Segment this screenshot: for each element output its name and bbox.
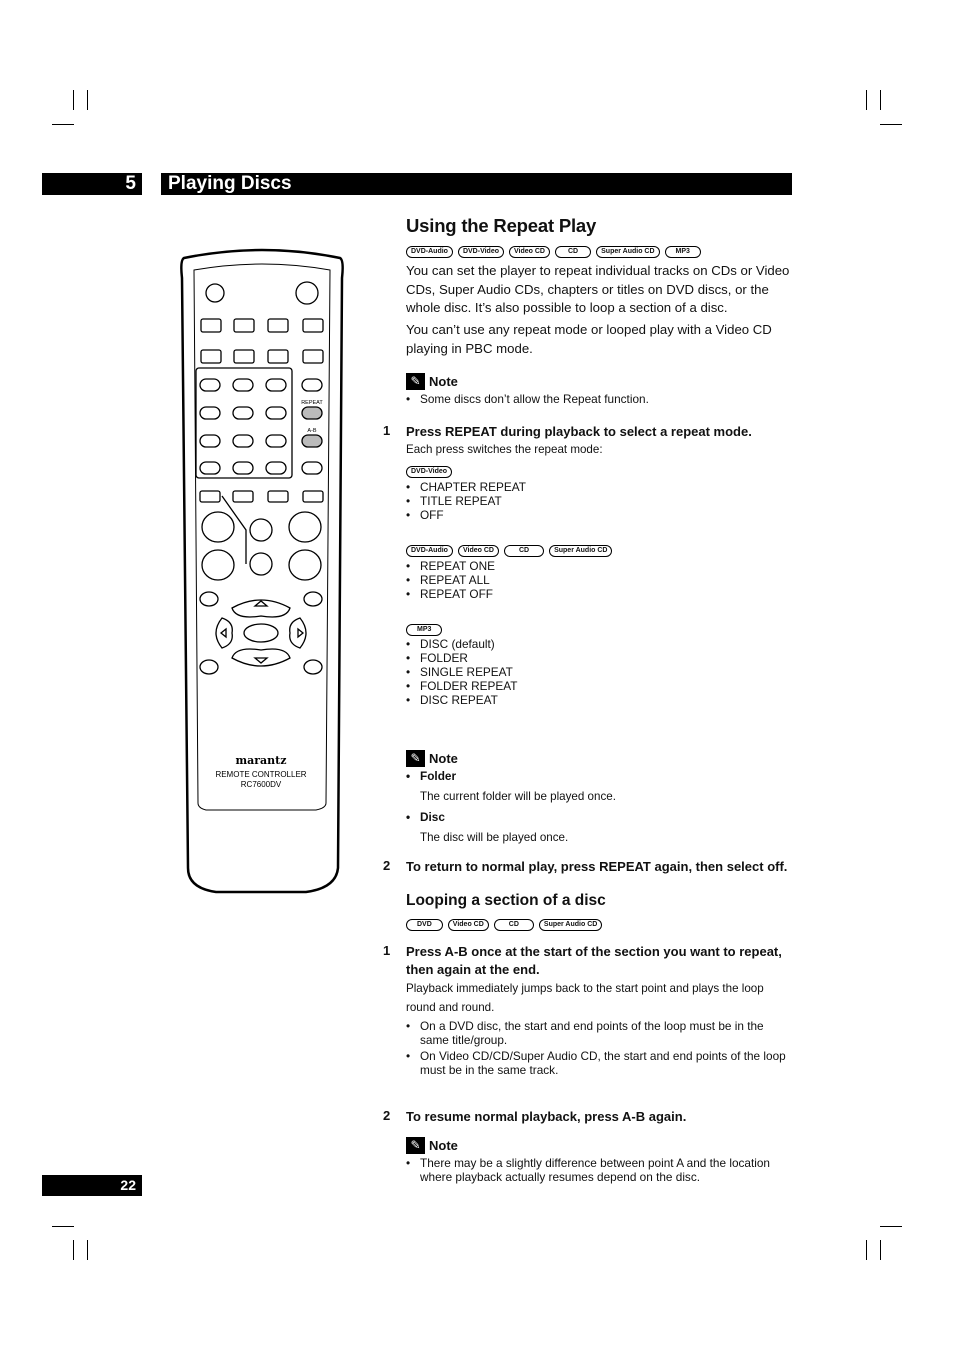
- step-number: 2: [383, 1108, 391, 1123]
- remote-control-illustration: [176, 248, 348, 898]
- note-heading: ✎ Note: [406, 373, 458, 390]
- step-number: 1: [383, 423, 391, 438]
- crop-mark: [52, 124, 74, 125]
- list-item: • CHAPTER REPEAT: [406, 480, 526, 494]
- list-item: • DISC (default): [406, 637, 517, 651]
- disc-badges: [406, 466, 452, 478]
- note-disc-text: The disc will be played once.: [420, 831, 569, 844]
- list-item: • REPEAT ALL: [406, 573, 495, 587]
- note-heading: ✎ Note: [406, 750, 458, 767]
- badge-dvd-audio: DVD-Audio: [406, 545, 453, 557]
- badge-dvd: DVD: [406, 919, 443, 931]
- intro-paragraph: You can set the player to repeat individual tracks on CDs or Video CDs, Super Audio CDs, chapters or titles on DVD discs, or the whole disc. It’s also possible to loop a section of a disc.: [406, 263, 790, 315]
- note-folder-title: • Folder: [406, 769, 456, 783]
- disc-badges: [406, 246, 701, 258]
- crop-mark: [73, 1240, 74, 1260]
- note-text: • There may be a slightly difference between point A and the location where playback actually resumes depend on the disc.: [406, 1156, 784, 1184]
- badge-video-cd: Video CD: [509, 246, 550, 258]
- crop-mark: [880, 90, 881, 110]
- disc-badges: [406, 624, 442, 636]
- list-item: • On Video CD/CD/Super Audio CD, the start and end points of the loop must be in the same track.: [406, 1049, 786, 1077]
- crop-mark: [880, 124, 902, 125]
- badge-video-cd: Video CD: [448, 919, 489, 931]
- remote-model-line2: RC7600DV: [240, 780, 282, 789]
- note-list: [406, 392, 649, 406]
- crop-mark: [87, 90, 88, 110]
- badge-cd: CD: [504, 545, 544, 557]
- step-title: Press REPEAT during playback to select a repeat mode.: [406, 424, 752, 439]
- crop-mark: [73, 90, 74, 110]
- step-number: 2: [383, 858, 391, 873]
- step-number: 1: [383, 943, 391, 958]
- brand-logo: marantz: [235, 754, 287, 767]
- repeat-mode-list-dvd-video: [406, 480, 526, 522]
- list-item: • REPEAT OFF: [406, 587, 495, 601]
- crop-mark: [52, 1226, 74, 1227]
- step-title: To return to normal play, press REPEAT again, then select off.: [406, 859, 788, 874]
- list-item: • On a DVD disc, the start and end points of the loop must be in the same title/group.: [406, 1019, 786, 1047]
- list-item: • TITLE REPEAT: [406, 494, 526, 508]
- note-disc-title: • Disc: [406, 810, 445, 824]
- badge-video-cd: Video CD: [458, 545, 499, 557]
- list-item: • FOLDER: [406, 651, 517, 665]
- step-title-line1: Press A-B once at the start of the section you want to repeat,: [406, 944, 782, 959]
- repeat-mode-list-cd: [406, 559, 495, 601]
- step-paragraph: Playback immediately jumps back to the start point and plays the loop round and round.: [406, 982, 764, 1014]
- section-title-looping: Looping a section of a disc: [406, 892, 606, 909]
- badge-super-audio-cd: Super Audio CD: [596, 246, 659, 258]
- repeat-label: REPEAT: [301, 400, 323, 406]
- badge-mp3: MP3: [665, 246, 701, 258]
- list-item: • FOLDER REPEAT: [406, 679, 517, 693]
- list-item: • DISC REPEAT: [406, 693, 517, 707]
- badge-dvd-video: DVD-Video: [458, 246, 504, 258]
- repeat-mode-list-mp3: [406, 637, 517, 707]
- step-title-line2: then again at the end.: [406, 962, 540, 977]
- chapter-number: 5: [42, 173, 142, 195]
- crop-mark: [866, 1240, 867, 1260]
- list-item: • SINGLE REPEAT: [406, 665, 517, 679]
- badge-mp3: MP3: [406, 624, 442, 636]
- chapter-title: Playing Discs: [161, 173, 792, 195]
- section-title-repeat-play: Using the Repeat Play: [406, 215, 597, 236]
- note-heading: ✎ Note: [406, 1137, 458, 1154]
- note-text: • Some discs don’t allow the Repeat function.: [406, 392, 649, 406]
- badge-super-audio-cd: Super Audio CD: [539, 919, 602, 931]
- note-pencil-icon: ✎: [406, 750, 425, 767]
- note-list: [406, 810, 445, 824]
- badge-dvd-audio: DVD-Audio: [406, 246, 453, 258]
- note-folder-text: The current folder will be played once.: [420, 790, 616, 803]
- badge-cd: CD: [494, 919, 534, 931]
- note-list: [406, 1156, 784, 1184]
- badge-super-audio-cd: Super Audio CD: [549, 545, 612, 557]
- badge-cd: CD: [555, 246, 591, 258]
- ab-label: A-B: [307, 428, 317, 434]
- crop-mark: [866, 90, 867, 110]
- step-title: To resume normal playback, press A-B again.: [406, 1109, 687, 1124]
- note-pencil-icon: ✎: [406, 373, 425, 390]
- remote-model-line1: REMOTE CONTROLLER: [215, 770, 307, 779]
- pbc-paragraph: You can’t use any repeat mode or looped play with a Video CD playing in PBC mode.: [406, 322, 772, 356]
- crop-mark: [880, 1226, 902, 1227]
- list-item: • OFF: [406, 508, 526, 522]
- page-number: 22: [42, 1175, 142, 1196]
- step-subtext: Each press switches the repeat mode:: [406, 443, 603, 456]
- crop-mark: [87, 1240, 88, 1260]
- crop-mark: [880, 1240, 881, 1260]
- note-pencil-icon: ✎: [406, 1137, 425, 1154]
- note-list: [406, 769, 456, 783]
- badge-dvd-video: DVD-Video: [406, 466, 452, 478]
- list-item: • REPEAT ONE: [406, 559, 495, 573]
- disc-badges: [406, 545, 612, 557]
- disc-badges: [406, 919, 602, 931]
- loop-rules-list: [406, 1019, 786, 1077]
